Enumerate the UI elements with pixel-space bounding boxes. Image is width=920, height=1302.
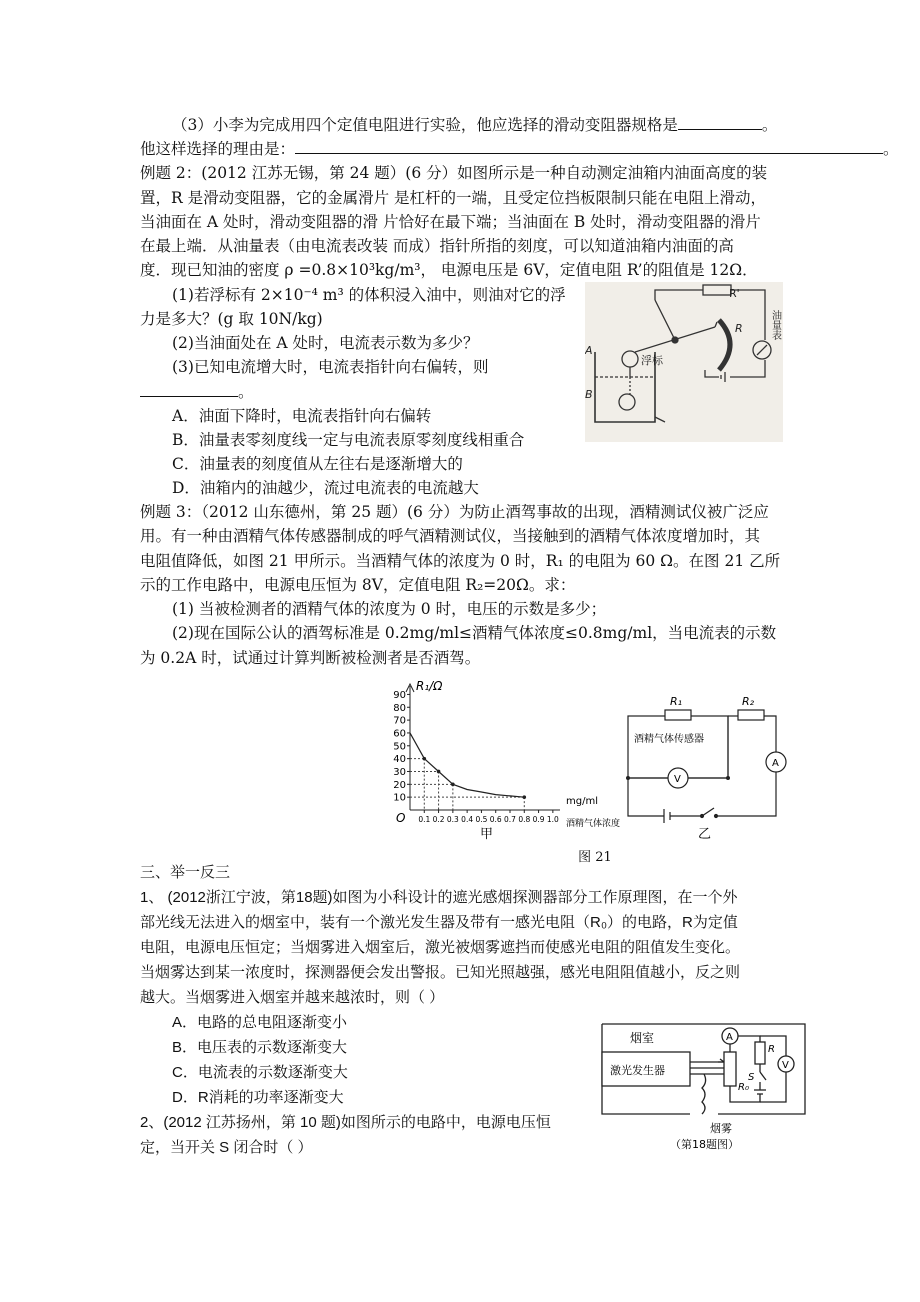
x-tick-label: 0.3: [446, 815, 459, 824]
label-float: 浮标: [641, 354, 663, 367]
pivot: [672, 337, 678, 343]
option-b: B．油量表零刻度线一定与电流表原零刻度线相重合: [172, 431, 525, 449]
option-b: B．电压表的示数逐渐变大: [172, 1039, 348, 1056]
item1-line: 当烟雾达到某一浓度时，探测器便会发出警报。已知光照越强，感光电阻阻值越小，反之则: [140, 964, 741, 981]
label-a: A: [772, 758, 779, 769]
label-r2: R₂: [742, 695, 755, 708]
figure-caption: 图 21: [578, 850, 612, 865]
ex2-line: 度．现已知油的密度 ρ =0.8×10³kg/m³， 电源电压是 6V，定值电阻 R’的阻值是 12Ω．: [140, 261, 758, 279]
ex2-q3-blank-line: 。: [140, 380, 260, 404]
ex2-q1b: 力是多大？(g 取 10N/kg): [140, 310, 323, 328]
y-tick-label: 60: [393, 728, 406, 740]
label-meter: 油量表: [769, 310, 781, 340]
figure-caption: （第18题图）: [670, 1138, 739, 1151]
ex2-q3: (3)已知电流增大时，电流表指针向右偏转，则: [172, 358, 489, 376]
resistor-r1: [665, 710, 691, 720]
answer-blank[interactable]: [140, 380, 238, 397]
option-a: A．电路的总电阻逐渐变小: [172, 1014, 348, 1031]
label-laser: 激光发生器: [610, 1064, 665, 1077]
figure-background: [585, 282, 783, 442]
item1-line: 部光线无法进入的烟室中，装有一个激光发生器及带有一感光电阻（R₀）的电路，R为定值: [140, 914, 738, 931]
x-tick-label: 0.5: [475, 815, 488, 824]
option-a: A．油面下降时，电流表指针向右偏转: [172, 407, 432, 425]
ex2-line: 置，R 是滑动变阻器，它的金属滑片 是杠杆的一端，且受定位挡板限制只能在电阻上滑动，: [140, 189, 767, 207]
y-tick-label: 80: [393, 702, 406, 714]
switch: [760, 1072, 766, 1080]
label-jia: 甲: [480, 827, 494, 842]
y-axis-label: R₁/Ω: [416, 679, 443, 693]
option-d: D．油箱内的油越少，流过电流表的电流越大: [172, 479, 479, 497]
x-tick-label: 0.9: [532, 815, 545, 824]
label-smoke: 烟雾: [710, 1122, 732, 1135]
x-tick-label: 0.7: [504, 815, 516, 824]
r1-concentration-chart: [380, 672, 635, 842]
alcohol-circuit: [620, 690, 790, 842]
x-tick-label: 0.2: [432, 815, 445, 824]
r1-curve: [410, 733, 524, 797]
x-tick-label: 1.0: [546, 815, 559, 824]
item1-line: 电阻，电源电压恒定；当烟雾进入烟室后，激光被烟雾遮挡而使感光电阻的阻值发生变化。: [140, 939, 741, 956]
resistor-r-prime: [703, 285, 731, 295]
label-s: S: [748, 1072, 755, 1083]
resistor-r0: [724, 1052, 736, 1086]
label-yi: 乙: [698, 827, 712, 842]
p3-line2: 他这样选择的理由是： 。: [140, 137, 895, 161]
option-c: C．电流表的示数逐渐变大: [172, 1064, 348, 1081]
data-point: [422, 757, 426, 761]
y-tick-label: 90: [393, 689, 406, 701]
answer-blank[interactable]: [295, 137, 883, 154]
resistor-r2: [738, 710, 764, 720]
label-sensor: 酒精气体传感器: [634, 734, 704, 745]
answer-blank[interactable]: [678, 113, 762, 130]
ex3-line: 示的工作电路中，电源电压恒为 8V，定值电阻 R₂=20Ω。求：: [140, 576, 576, 594]
ex3-line: 电阻值降低，如图 21 甲所示。当酒精气体的浓度为 0 时，R₁ 的电阻为 60 Ω。在图 21 乙所: [140, 552, 781, 570]
label-r: R: [768, 1044, 775, 1055]
y-tick-label: 70: [393, 715, 406, 727]
x-tick-label: 0.8: [518, 815, 531, 824]
item1-line: 1、 (2012浙江宁波，第18题)如图为小科设计的遮光感烟探测器部分工作原理图，在一个外: [140, 889, 738, 906]
data-point: [437, 770, 441, 774]
unit-label: mg/ml: [566, 796, 598, 807]
label-r1: R₁: [670, 695, 683, 708]
label-room: 烟室: [630, 1031, 655, 1045]
switch: [702, 808, 714, 816]
smoke-wisp: [702, 1074, 706, 1114]
label-v: V: [674, 774, 681, 785]
label-r0: R₀: [738, 1082, 749, 1093]
y-tick-label: 30: [393, 766, 406, 778]
x-tick-label: 0.4: [461, 815, 474, 824]
item1-line: 越大。当烟雾进入烟室并越来越浓时，则（ ）: [140, 989, 445, 1006]
ex3-q2a: (2)现在国际公认的酒驾标准是 0.2mg/ml≤酒精气体浓度≤0.8mg/ml，当电流表的示数: [172, 624, 777, 642]
label-a: A: [726, 1032, 733, 1043]
label-a: A: [585, 344, 593, 357]
oil-tank-figure: [585, 282, 783, 442]
label-r: R: [735, 322, 743, 335]
y-tick-label: 20: [393, 779, 406, 791]
y-tick-label: 40: [393, 754, 406, 766]
option-c: C．油量表的刻度值从左往右是逐渐增大的: [172, 455, 463, 473]
y-tick-label: 50: [393, 741, 406, 753]
ex2-line: 例题 2：(2012 江苏无锡，第 24 题）(6 分）如图所示是一种自动测定油箱内油面高度的装: [140, 164, 768, 182]
origin-label: O: [396, 811, 406, 825]
ex2-line: 在最上端．从油量表（由电流表改装 而成）指针所指的刻度，可以知道油箱内油面的高: [140, 237, 734, 255]
ex2-q1a: (1)若浮标有 2×10⁻⁴ m³ 的体积浸入油中，则油对它的浮: [172, 286, 566, 304]
y-tick-label: 10: [393, 792, 406, 804]
ex2-q2: (2)当油面处在 A 处时，电流表示数为多少？: [172, 334, 479, 352]
option-d: D．R消耗的功率逐渐变大: [172, 1089, 344, 1106]
x-tick-label: 0.6: [489, 815, 502, 824]
float-lower: [619, 394, 635, 410]
ex2-line: 当油面在 A 处时，滑动变阻器的滑 片恰好在最下端；当油面在 B 处时，滑动变阻器的滑片: [140, 213, 761, 231]
item2-line: 定，当开关 S 闭合时（ ）: [140, 1139, 313, 1156]
ex3-q2b: 为 0.2A 时，试通过计算判断被检测者是否酒驾。: [140, 649, 481, 667]
smoke-detector-figure: [600, 1022, 810, 1152]
data-point: [451, 783, 455, 787]
label-b: B: [585, 388, 593, 401]
x-tick-label: 0.1: [418, 815, 431, 824]
label-v: V: [782, 1060, 789, 1071]
item2-line: 2、(2012 江苏扬州，第 10 题)如图所示的电路中，电源电压恒: [140, 1114, 551, 1131]
section-heading: 三、举一反三: [140, 864, 231, 881]
label-r-prime: R': [729, 287, 740, 300]
x-axis-label: 酒精气体浓度: [566, 819, 621, 829]
float: [622, 351, 638, 367]
resistor-r: [755, 1042, 765, 1064]
ex3-line: 用。有一种由酒精气体传感器制成的呼气酒精测试仪，当接触到的酒精气体浓度增加时，其: [140, 527, 761, 545]
p3-line1: （3）小李为完成用四个定值电阻进行实验，他应选择的滑动变阻器规格是 。: [172, 113, 920, 137]
ex3-line: 例题 3：（2012 山东德州，第 25 题）(6 分）为防止酒驾事故的出现，酒精测试仪被广泛应: [140, 503, 769, 521]
ex3-q1: (1) 当被检测者的酒精气体的浓度为 0 时，电压的示数是多少；: [172, 600, 607, 618]
data-point: [522, 795, 526, 799]
